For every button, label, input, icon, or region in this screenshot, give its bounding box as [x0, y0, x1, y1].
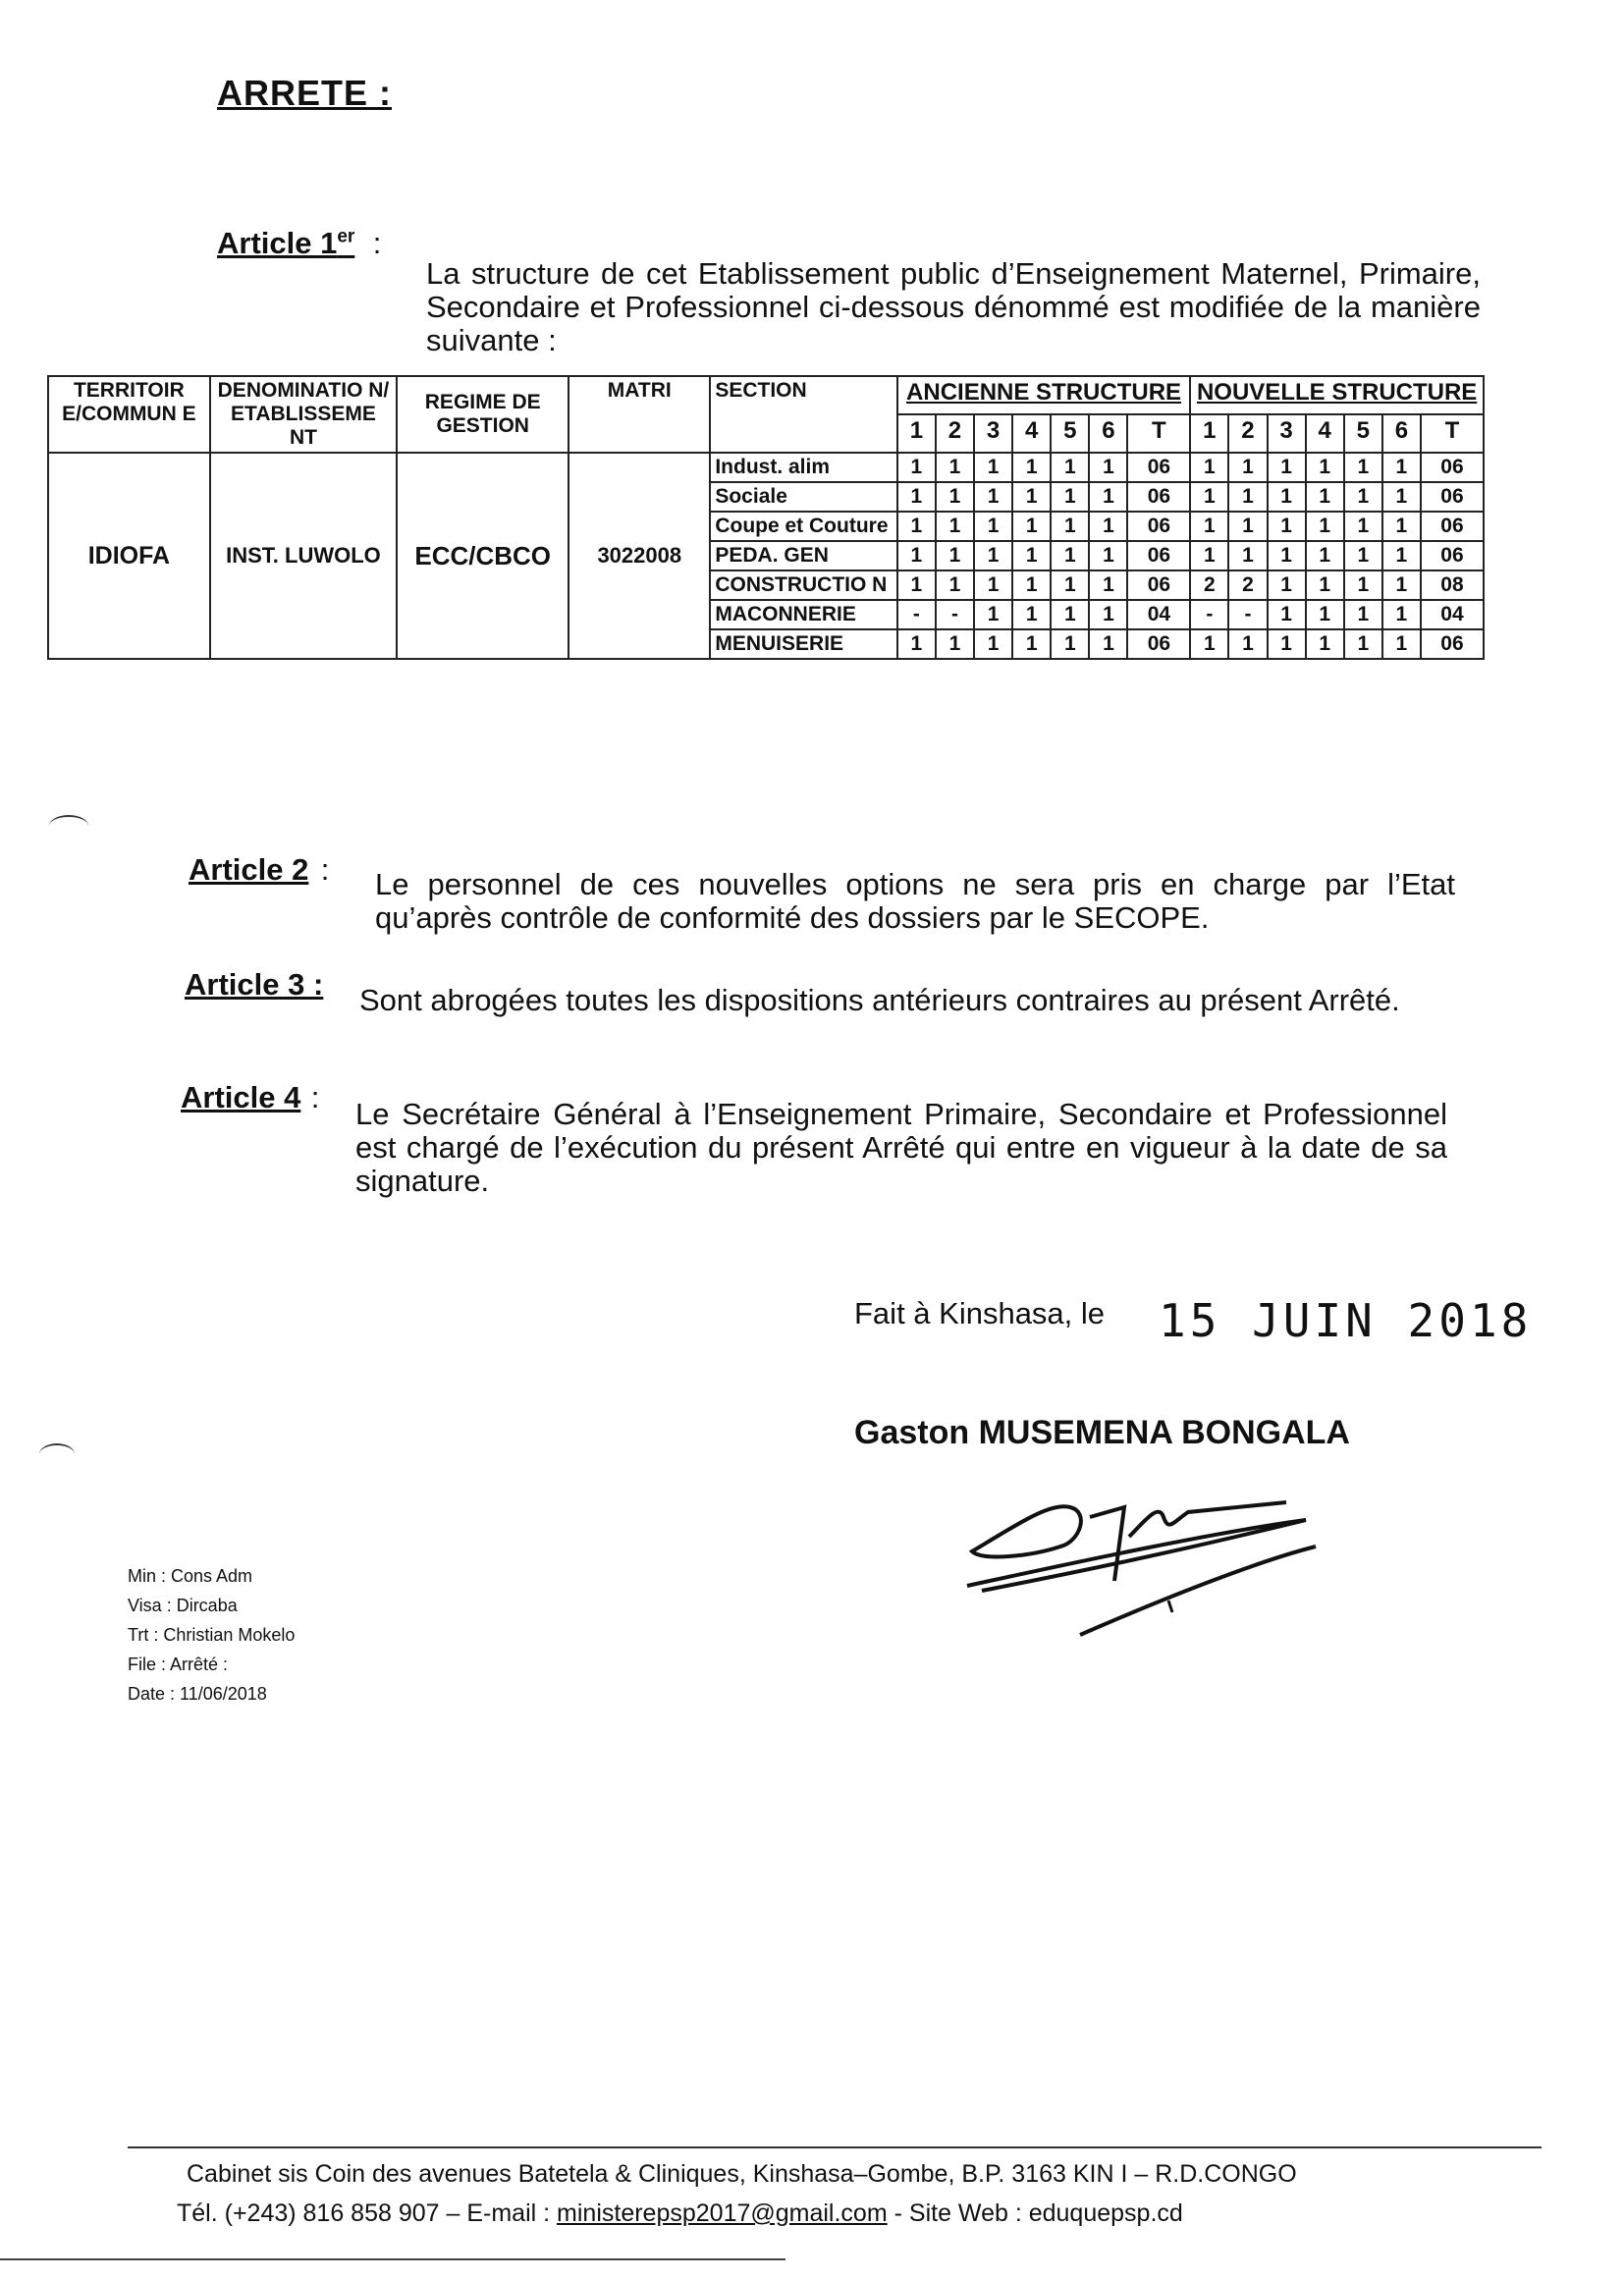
article-4-text: Le Secrétaire Général à l’Enseignement Primaire, Secondaire et Professionnel est chargé de l’exécution du présent Arrêté qui entre en vigueur à la date de sa signature.: [355, 1097, 1447, 1198]
cell-nouvelle-year: 1: [1382, 482, 1421, 512]
cell-ancienne-year: 1: [1012, 600, 1051, 629]
col-section: SECTION: [710, 376, 896, 453]
cell-ancienne-year: 1: [897, 453, 936, 482]
scan-mark: [49, 815, 88, 837]
cell-ancienne-year: 1: [1012, 629, 1051, 659]
footer-tel: Tél. (+243) 816 858 907 – E-mail :: [177, 2199, 551, 2227]
cell-ancienne-total: 06: [1127, 482, 1190, 512]
cell-ancienne-year: -: [897, 600, 936, 629]
cell-ancienne-total: 04: [1127, 600, 1190, 629]
article-2-text: Le personnel de ces nouvelles options ne sera pris en charge par l’Etat qu’après contrôle de conformité des dossiers par le SECOPE.: [375, 867, 1455, 935]
article-2-label: Article 2: [189, 852, 309, 887]
cell-nouvelle-year: -: [1228, 600, 1267, 629]
cell-nouvelle-total: 08: [1421, 570, 1484, 600]
cell-ancienne-year: 1: [1051, 600, 1089, 629]
article-4-label: Article 4: [181, 1080, 301, 1114]
page-bottom-line: [0, 2258, 785, 2260]
cell-ancienne-year: 1: [1012, 570, 1051, 600]
table-row: [48, 453, 1484, 482]
table-header-row: [48, 376, 1484, 414]
cell-ancienne-year: 1: [897, 541, 936, 570]
cell-ancienne-year: 1: [1051, 482, 1089, 512]
cell-ancienne-year: 1: [936, 570, 974, 600]
cell-ancienne-year: -: [936, 600, 974, 629]
cell-nouvelle-year: 1: [1344, 541, 1382, 570]
cell-ancienne-year: 1: [1051, 512, 1089, 541]
cell-ancienne-year: 1: [936, 629, 974, 659]
cell-ancienne-year: 1: [1089, 600, 1127, 629]
cell-territoire: IDIOFA: [48, 453, 210, 659]
col-territoire: TERRITOIR E/COMMUN E: [48, 376, 210, 453]
footer-divider: [128, 2146, 1542, 2148]
cell-section: Coupe et Couture: [710, 512, 896, 541]
cell-matri: 3022008: [568, 453, 710, 659]
cell-nouvelle-year: 1: [1344, 482, 1382, 512]
cell-ancienne-year: 1: [897, 482, 936, 512]
sub-col: T: [1421, 414, 1484, 453]
article-4-colon: :: [310, 1080, 320, 1114]
article-3-label: Article 3 :: [185, 967, 324, 1002]
cell-nouvelle-year: 1: [1268, 541, 1306, 570]
sub-col: 5: [1051, 414, 1089, 453]
cell-ancienne-year: 1: [1051, 541, 1089, 570]
sub-col: 4: [1012, 414, 1051, 453]
cell-nouvelle-year: 1: [1382, 453, 1421, 482]
cell-regime: ECC/CBCO: [397, 453, 568, 659]
article-1-label: Article 1er: [217, 226, 355, 260]
cell-ancienne-total: 06: [1127, 512, 1190, 541]
cell-nouvelle-year: 1: [1228, 629, 1267, 659]
cell-section: CONSTRUCTIO N: [710, 570, 896, 600]
meta-trt: Trt : Christian Mokelo: [128, 1625, 296, 1645]
cell-nouvelle-year: 1: [1190, 512, 1228, 541]
cell-section: Sociale: [710, 482, 896, 512]
cell-ancienne-year: 1: [974, 570, 1012, 600]
cell-ancienne-total: 06: [1127, 570, 1190, 600]
cell-nouvelle-total: 06: [1421, 482, 1484, 512]
cell-nouvelle-year: 1: [1268, 512, 1306, 541]
cell-section: MACONNERIE: [710, 600, 896, 629]
sub-col: 6: [1089, 414, 1127, 453]
cell-ancienne-year: 1: [1012, 512, 1051, 541]
sub-col: T: [1127, 414, 1190, 453]
cell-nouvelle-year: 1: [1268, 600, 1306, 629]
cell-ancienne-year: 1: [1051, 570, 1089, 600]
meta-file: File : Arrêté :: [128, 1655, 229, 1674]
meta-visa: Visa : Dircaba: [128, 1596, 238, 1615]
page-heading: ARRETE :: [217, 73, 392, 113]
cell-nouvelle-year: 1: [1268, 570, 1306, 600]
cell-ancienne-year: 1: [1012, 482, 1051, 512]
col-ancienne-structure: ANCIENNE STRUCTURE: [897, 376, 1190, 414]
cell-ancienne-year: 1: [974, 600, 1012, 629]
cell-ancienne-year: 1: [1089, 541, 1127, 570]
cell-ancienne-year: 1: [1089, 482, 1127, 512]
col-regime: REGIME DE GESTION: [397, 376, 568, 453]
cell-nouvelle-year: 1: [1268, 482, 1306, 512]
cell-nouvelle-total: 06: [1421, 453, 1484, 482]
cell-ancienne-year: 1: [1051, 629, 1089, 659]
cell-section: MENUISERIE: [710, 629, 896, 659]
cell-ancienne-year: 1: [1089, 512, 1127, 541]
sub-col: 6: [1382, 414, 1421, 453]
cell-nouvelle-year: 1: [1382, 600, 1421, 629]
sub-col: 2: [936, 414, 974, 453]
cell-nouvelle-total: 06: [1421, 541, 1484, 570]
cell-ancienne-year: 1: [1089, 629, 1127, 659]
sub-col: 1: [897, 414, 936, 453]
cell-ancienne-total: 06: [1127, 453, 1190, 482]
cell-nouvelle-year: -: [1190, 600, 1228, 629]
sub-col: 2: [1228, 414, 1267, 453]
cell-nouvelle-year: 2: [1228, 570, 1267, 600]
col-nouvelle-structure: NOUVELLE STRUCTURE: [1190, 376, 1484, 414]
cell-ancienne-year: 1: [974, 541, 1012, 570]
cell-ancienne-total: 06: [1127, 541, 1190, 570]
cell-nouvelle-year: 1: [1344, 600, 1382, 629]
sub-col: 5: [1344, 414, 1382, 453]
cell-nouvelle-year: 1: [1306, 512, 1344, 541]
footer-site: - Site Web : eduquepsp.cd: [893, 2199, 1183, 2227]
cell-nouvelle-year: 1: [1228, 541, 1267, 570]
article-1-text: La structure de cet Etablissement public d’Enseignement Maternel, Primaire, Secondaire et Professionnel ci-dessous dénommé est modifiée de la manière suivante :: [426, 256, 1481, 357]
cell-nouvelle-total: 06: [1421, 512, 1484, 541]
cell-nouvelle-year: 1: [1228, 453, 1267, 482]
cell-nouvelle-total: 04: [1421, 600, 1484, 629]
signer-name: Gaston MUSEMENA BONGALA: [854, 1414, 1350, 1451]
article-1-label-wrap: [217, 226, 381, 261]
cell-ancienne-year: 1: [1012, 453, 1051, 482]
place-date-label: Fait à Kinshasa, le: [854, 1296, 1106, 1330]
cell-nouvelle-year: 1: [1190, 629, 1228, 659]
article-2-colon: :: [320, 852, 330, 887]
cell-nouvelle-year: 1: [1382, 629, 1421, 659]
cell-ancienne-year: 1: [936, 453, 974, 482]
sub-col: 3: [1268, 414, 1306, 453]
cell-ancienne-year: 1: [897, 629, 936, 659]
article-3-text: Sont abrogées toutes les dispositions antérieurs contraires au présent Arrêté.: [359, 983, 1400, 1017]
cell-denomination: INST. LUWOLO: [210, 453, 397, 659]
sub-col: 4: [1306, 414, 1344, 453]
cell-nouvelle-year: 1: [1344, 570, 1382, 600]
cell-ancienne-year: 1: [897, 570, 936, 600]
cell-nouvelle-year: 1: [1306, 541, 1344, 570]
meta-min: Min : Cons Adm: [128, 1566, 253, 1586]
cell-ancienne-year: 1: [1051, 453, 1089, 482]
cell-nouvelle-year: 1: [1190, 541, 1228, 570]
cell-ancienne-year: 1: [1089, 570, 1127, 600]
col-matri: MATRI: [568, 376, 710, 453]
footer-address: Cabinet sis Coin des avenues Batetela & Cliniques, Kinshasa–Gombe, B.P. 3163 KIN I – R.D.CONGO: [187, 2160, 1297, 2188]
cell-nouvelle-year: 1: [1268, 453, 1306, 482]
cell-section: PEDA. GEN: [710, 541, 896, 570]
cell-nouvelle-year: 1: [1382, 570, 1421, 600]
sub-col: 3: [974, 414, 1012, 453]
cell-nouvelle-year: 1: [1306, 629, 1344, 659]
cell-ancienne-year: 1: [936, 512, 974, 541]
handwritten-signature: [962, 1463, 1355, 1650]
document-metadata: [128, 1561, 295, 1709]
sub-col: 1: [1190, 414, 1228, 453]
cell-nouvelle-year: 1: [1190, 482, 1228, 512]
article-4-label-wrap: [181, 1080, 319, 1115]
structure-table: [47, 375, 1485, 660]
cell-ancienne-year: 1: [974, 512, 1012, 541]
cell-nouvelle-year: 1: [1190, 453, 1228, 482]
meta-date: Date : 11/06/2018: [128, 1684, 267, 1704]
cell-nouvelle-year: 1: [1306, 482, 1344, 512]
cell-nouvelle-year: 1: [1344, 629, 1382, 659]
footer-email[interactable]: ministerepsp2017@gmail.com: [557, 2199, 888, 2227]
cell-nouvelle-year: 1: [1228, 482, 1267, 512]
cell-nouvelle-year: 1: [1382, 541, 1421, 570]
cell-nouvelle-total: 06: [1421, 629, 1484, 659]
article-2-label-wrap: [189, 852, 329, 888]
cell-nouvelle-year: 1: [1306, 570, 1344, 600]
cell-ancienne-year: 1: [1012, 541, 1051, 570]
table-body: [48, 453, 1484, 659]
cell-nouvelle-year: 1: [1306, 600, 1344, 629]
scan-mark: [39, 1443, 75, 1465]
article-1-colon: :: [372, 226, 382, 260]
cell-nouvelle-year: 1: [1228, 512, 1267, 541]
cell-ancienne-year: 1: [974, 629, 1012, 659]
cell-ancienne-year: 1: [897, 512, 936, 541]
cell-section: Indust. alim: [710, 453, 896, 482]
cell-ancienne-year: 1: [936, 541, 974, 570]
col-denomination: DENOMINATIO N/ ETABLISSEME NT: [210, 376, 397, 453]
cell-ancienne-year: 1: [1089, 453, 1127, 482]
cell-nouvelle-year: 1: [1306, 453, 1344, 482]
footer-contact: [177, 2199, 1183, 2228]
cell-ancienne-year: 1: [974, 482, 1012, 512]
cell-nouvelle-year: 1: [1382, 512, 1421, 541]
cell-ancienne-year: 1: [974, 453, 1012, 482]
cell-nouvelle-year: 2: [1190, 570, 1228, 600]
date-stamp: 15 JUIN 2018: [1159, 1294, 1533, 1347]
cell-nouvelle-year: 1: [1268, 629, 1306, 659]
cell-ancienne-year: 1: [936, 482, 974, 512]
cell-nouvelle-year: 1: [1344, 453, 1382, 482]
cell-ancienne-total: 06: [1127, 629, 1190, 659]
cell-nouvelle-year: 1: [1344, 512, 1382, 541]
